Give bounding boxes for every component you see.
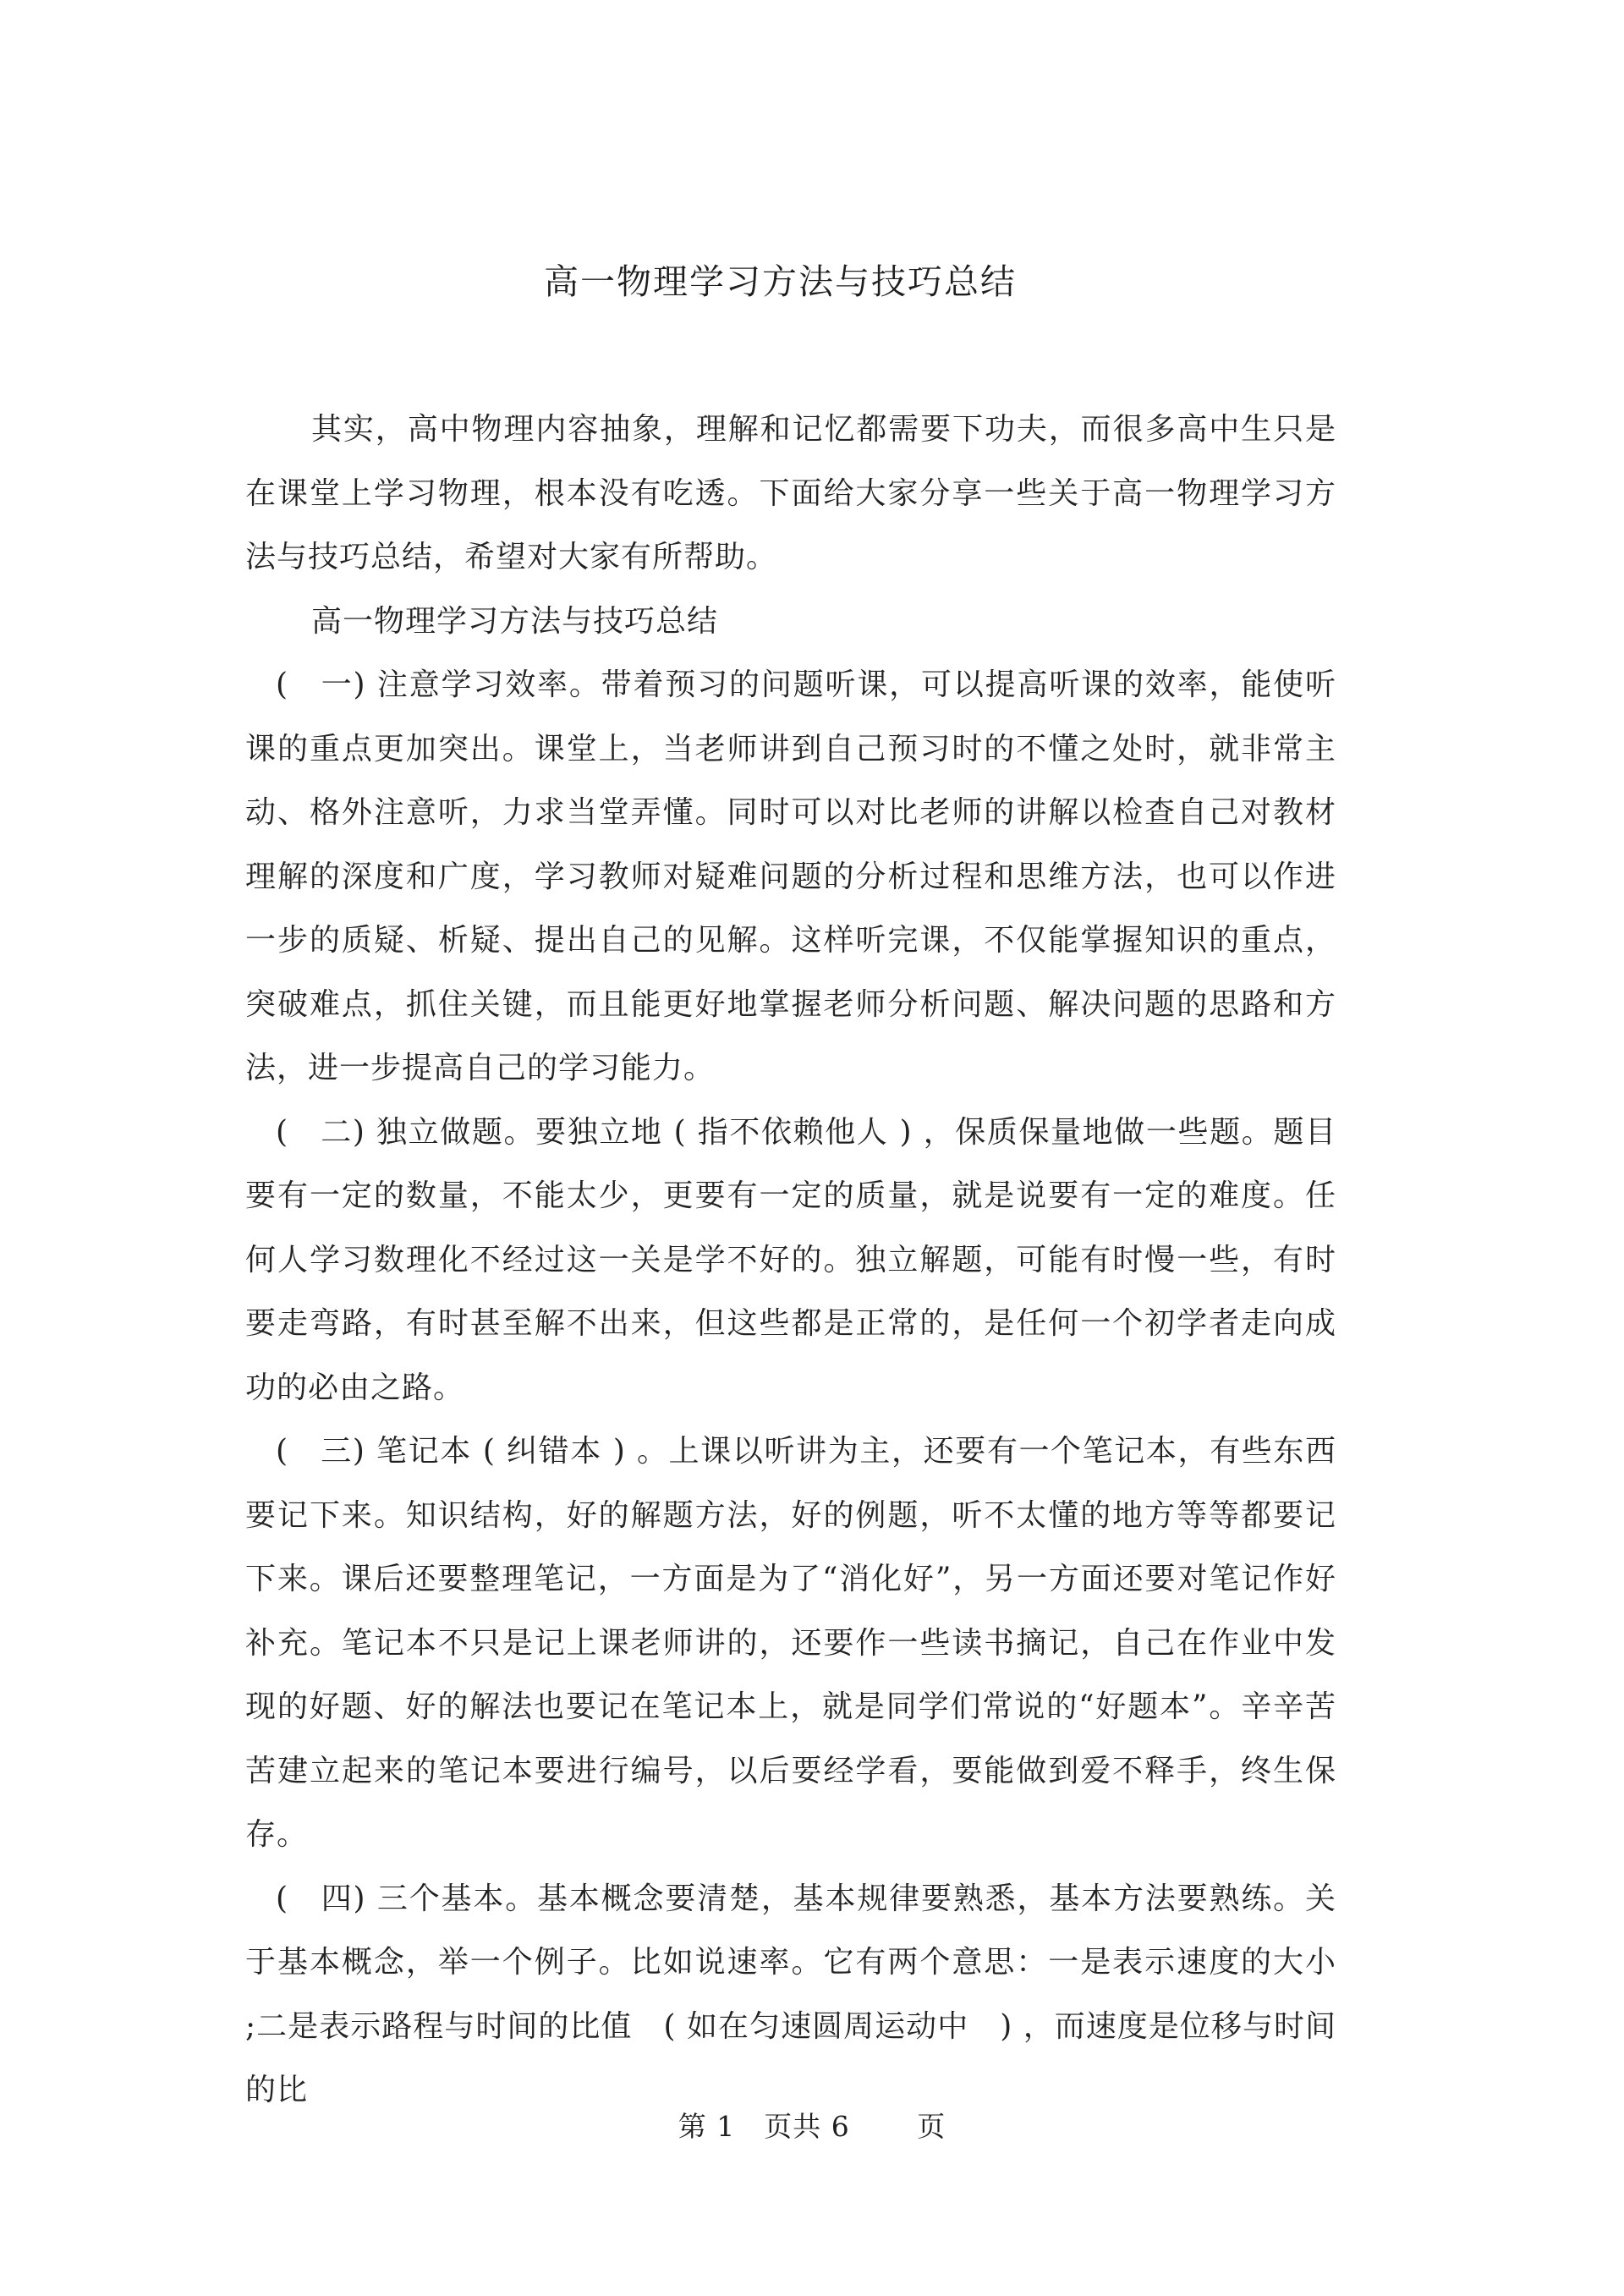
paragraph-four: ( 四) 三个基本。基本概念要清楚，基本规律要熟悉，基本方法要熟练。关于基本概念，举一个例子。比如说速率。它有两个意思：一是表示速度的大小 ;二是表示路程与时间的比值 ( 如在匀速圆周运动中 ) ，而速度是位移与时间的比 xyxy=(245,1881,1462,2107)
document-body xyxy=(245,398,1462,2123)
page-number: 第 1 页共 6 页 xyxy=(678,2110,946,2143)
paragraph-three: ( 三) 笔记本 ( 纠错本 ) 。上课以听讲为主，还要有一个笔记本，有些东西要记下来。知识结构，好的解题方法，好的例题，听不太懂的地方等等都要记下来。课后还要整理笔记，一方面是为了“消化好”，另一方面还要对笔记作好补充。笔记本不只是记上课老师讲的，还要作一些读书摘记，自己在作业中发现的好题、好的解法也要记在笔记本上，就是同学们常说的“好题本”。辛辛苦苦建立起来的笔记本要进行编号，以后要经学看，要能做到爱不释手，终生保存。 xyxy=(245,1434,1336,1852)
page-title: 高一物理学习方法与技巧总结 xyxy=(544,261,1017,302)
paragraph-two: ( 二) 独立做题。要独立地 ( 指不依赖他人 ) ，保质保量地做一些题。题目要有一定的数量，不能太少，更要有一定的质量，就是说要有一定的难度。任何人学习数理化不经过这一关是学不好的。独立解题，可能有时慢一些，有时要走弯路，有时甚至解不出来，但这些都是正常的，是任何一个初学者走向成功的必由之路。 xyxy=(245,1114,1336,1405)
page-footer xyxy=(0,2105,1624,2145)
section-heading: 高一物理学习方法与技巧总结 xyxy=(311,603,719,639)
intro-paragraph: 其实，高中物理内容抽象，理解和记忆都需要下功夫，而很多高中生只是在课堂上学习物理，根本没有吃透。下面给大家分享一些关于高一物理学习方法与技巧总结，希望对大家有所帮助。 xyxy=(245,412,1336,574)
paragraph-one: ( 一) 注意学习效率。带着预习的问题听课，可以提高听课的效率，能使听课的重点更加突出。课堂上，当老师讲到自己预习时的不懂之处时，就非常主动、格外注意听，力求当堂弄懂。同时可以对比老师的讲解以检查自己对教材理解的深度和广度，学习教师对疑难问题的分析过程和思维方法，也可以作进一步的质疑、析疑、提出自己的见解。这样听完课，不仅能掌握知识的重点，突破难点，抓住关键，而且能更好地掌握老师分析问题、解决问题的思路和方法，进一步提高自己的学习能力。 xyxy=(245,667,1336,1085)
